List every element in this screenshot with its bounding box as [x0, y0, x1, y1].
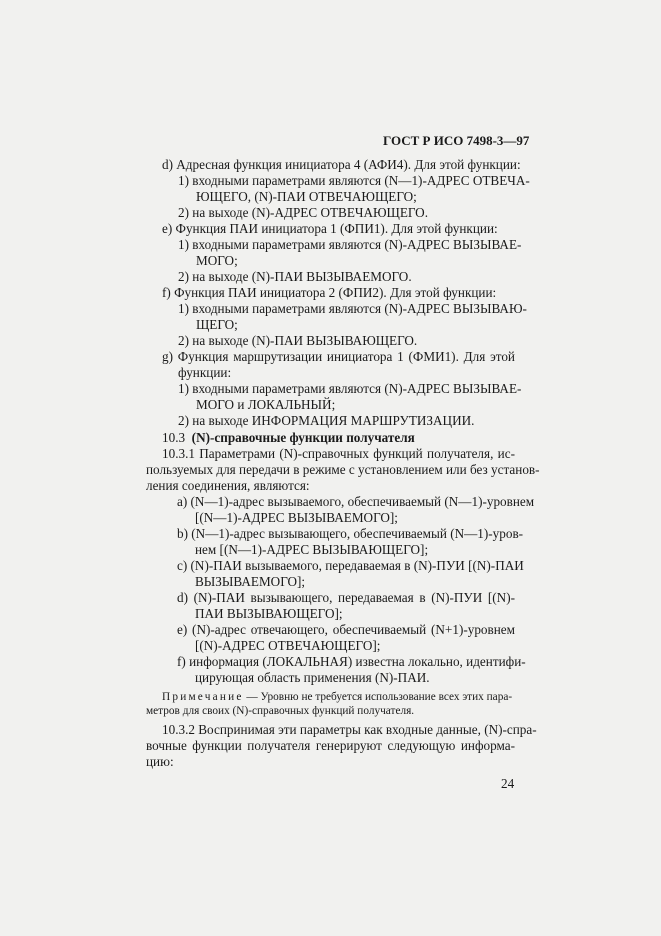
list-item-g-sub1: 1) входными параметрами являются (N)-АДРЕС ВЫЗЫВАЕ-: [178, 381, 522, 396]
list-item-e-sub2: 2) на выходе (N)-ПАИ ВЫЗЫВАЕМОГО.: [178, 269, 412, 284]
paragraph-1032-line1: 10.3.2 Воспринимая эти параметры как входные данные, (N)-спра-: [162, 722, 537, 737]
paragraph-1031-line1: 10.3.1 Параметрами (N)-справочных функций получателя, ис-: [162, 446, 515, 461]
param-e-line2: [(N)-АДРЕС ОТВЕЧАЮЩЕГО];: [195, 638, 381, 653]
list-item-f-sub2: 2) на выходе (N)-ПАИ ВЫЗЫВАЮЩЕГО.: [178, 333, 418, 348]
list-item-g-title-cont: функции:: [178, 365, 232, 380]
list-item-f-sub1: 1) входными параметрами являются (N)-АДРЕС ВЫЗЫВАЮ-: [178, 301, 527, 316]
note-line2: метров для своих (N)-справочных функций получателя.: [146, 705, 415, 717]
list-item-f-sub1-cont: ЩЕГО;: [196, 317, 238, 332]
param-f-line1: f) информация (ЛОКАЛЬНАЯ) известна локально, идентифи-: [177, 654, 526, 669]
list-item-e-title: e) Функция ПАИ инициатора 1 (ФПИ1). Для этой функции:: [162, 221, 498, 236]
list-item-d-title: d) Адресная функция инициатора 4 (АФИ4). Для этой функции:: [162, 157, 521, 172]
param-d-line1: d) (N)-ПАИ вызывающего, передаваемая в (N)-ПУИ [(N)-: [177, 590, 515, 605]
list-item-e-sub1: 1) входными параметрами являются (N)-АДРЕС ВЫЗЫВАЕ-: [178, 237, 522, 252]
paragraph-1031-line3: ления соединения, являются:: [146, 478, 310, 493]
section-heading: [162, 430, 415, 446]
list-item-d-sub1: 1) входными параметрами являются (N—1)-АДРЕС ОТВЕЧА-: [178, 173, 530, 188]
paragraph-1032-line2: вочные функции получателя генерируют следующую информа-: [146, 738, 515, 753]
list-item-g-title: g) Функция маршрутизации инициатора 1 (ФМИ1). Для этой: [162, 349, 515, 364]
list-item-f-title: f) Функция ПАИ инициатора 2 (ФПИ2). Для этой функции:: [162, 285, 497, 300]
section-number: 10.3: [162, 430, 186, 445]
param-b-line2: нем [(N—1)-АДРЕС ВЫЗЫВАЮЩЕГО];: [195, 542, 429, 557]
list-item-g-sub2: 2) на выходе ИНФОРМАЦИЯ МАРШРУТИЗАЦИИ.: [178, 413, 475, 428]
param-d-line2: ПАИ ВЫЗЫВАЮЩЕГО];: [195, 606, 343, 621]
paragraph-1031-line2: пользуемых для передачи в режиме с установлением или без установ-: [146, 462, 540, 477]
param-a-line2: [(N—1)-АДРЕС ВЫЗЫВАЕМОГО];: [195, 510, 398, 525]
paragraph-1032-line3: цию:: [146, 754, 174, 769]
note-label: Примечание: [162, 691, 244, 703]
list-item-d-sub1-cont: ЮЩЕГО, (N)-ПАИ ОТВЕЧАЮЩЕГО;: [196, 189, 417, 204]
page-number: 24: [501, 776, 515, 791]
param-f-line2: цирующая область применения (N)-ПАИ.: [195, 670, 430, 685]
section-title: (N)-справочные функции получателя: [191, 430, 415, 445]
param-c-line2: ВЫЗЫВАЕМОГО];: [195, 574, 306, 589]
document-header: ГОСТ Р ИСО 7498-3—97: [383, 133, 530, 148]
list-item-e-sub1-cont: МОГО;: [196, 253, 238, 268]
param-b-line1: b) (N—1)-адрес вызывающего, обеспечиваемый (N—1)-уров-: [177, 526, 524, 541]
note-text: — Уровню не требуется использование всех этих пара-: [243, 691, 513, 703]
param-c-line1: c) (N)-ПАИ вызываемого, передаваемая в (N)-ПУИ [(N)-ПАИ: [177, 558, 524, 573]
param-e-line1: e) (N)-адрес отвечающего, обеспечиваемый (N+1)-уровнем: [177, 622, 515, 637]
list-item-g-sub1-cont: МОГО и ЛОКАЛЬНЫЙ;: [196, 397, 336, 412]
param-a-line1: a) (N—1)-адрес вызываемого, обеспечиваемый (N—1)-уровнем: [177, 494, 535, 509]
list-item-d-sub2: 2) на выходе (N)-АДРЕС ОТВЕЧАЮЩЕГО.: [178, 205, 428, 220]
